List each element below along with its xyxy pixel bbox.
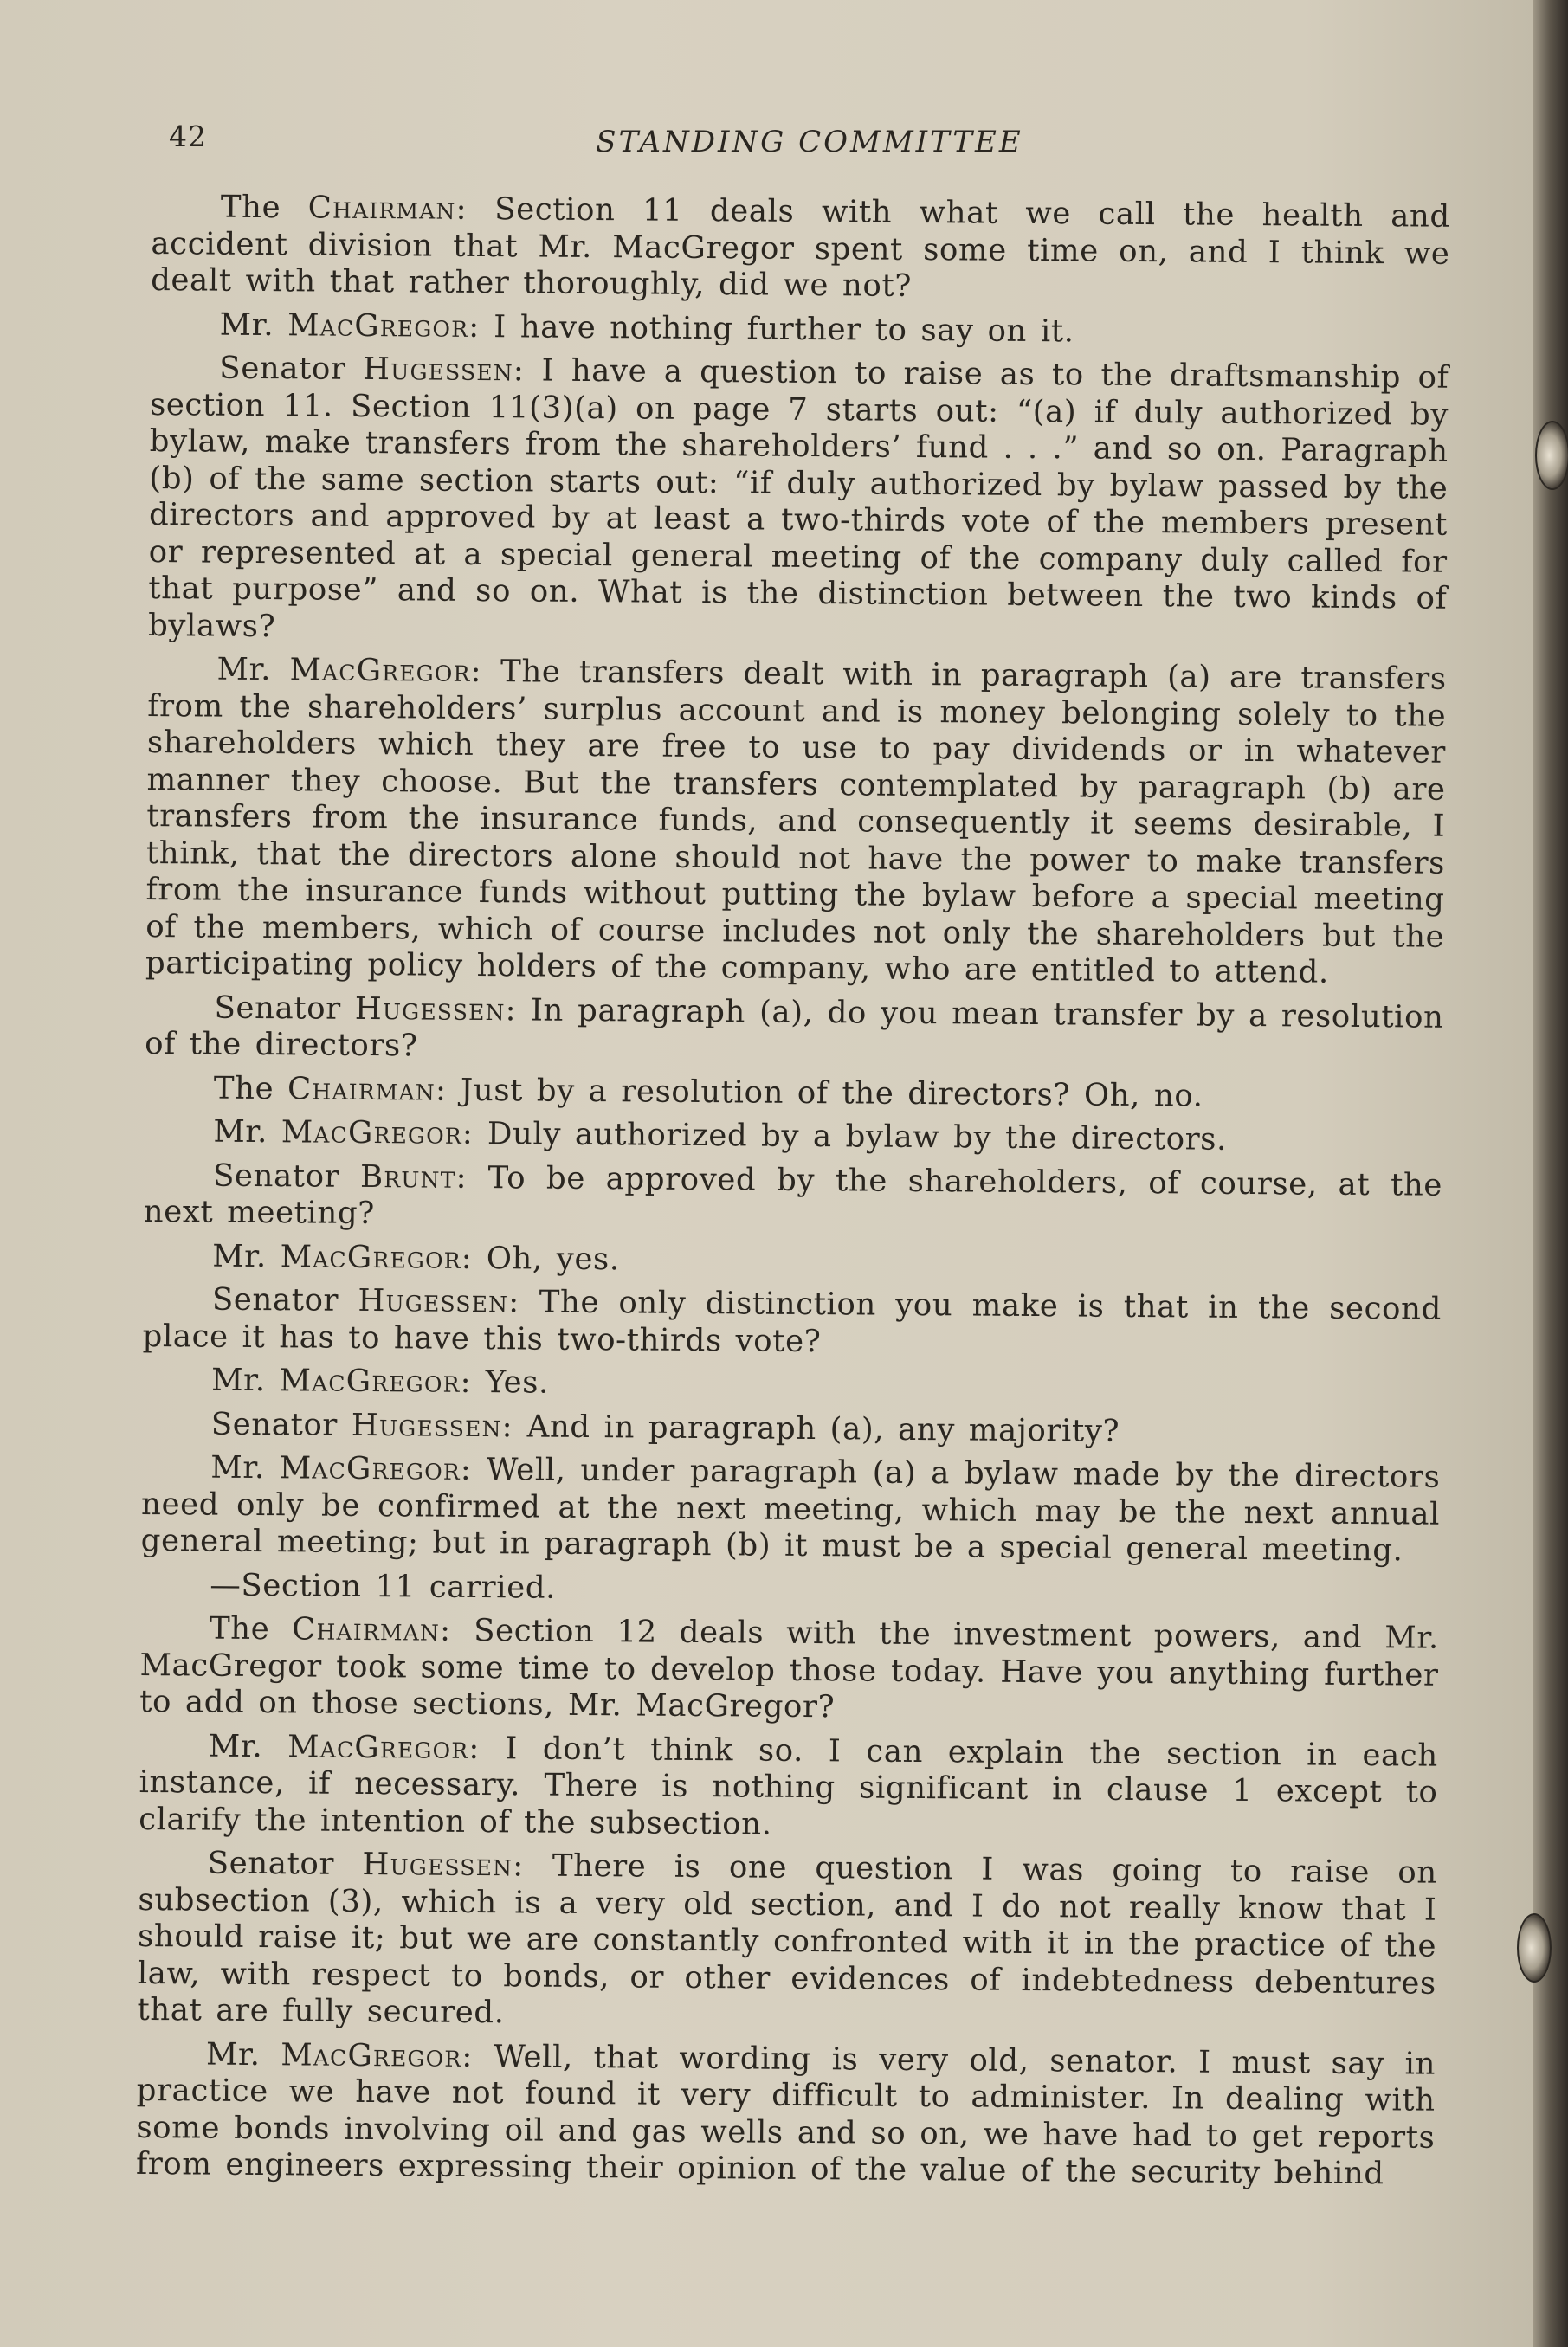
speaker-name: MacGregor:: [279, 1450, 473, 1487]
paragraph-text: Well, that wording is very old, senator. I must say in practice we have not found it very difficult to administer. In dealing with some bonds involving oil and gas wells and so on, we have had to get reports from engineers expressing their opinion of the value of the security behind: [135, 2038, 1436, 2192]
speaker-name: Chairman:: [292, 1611, 452, 1648]
page-number: 42: [169, 119, 207, 153]
paragraph-text: Yes.: [485, 1364, 550, 1401]
speaker-name: Hugessen:: [354, 990, 517, 1028]
paragraph: [137, 1845, 1437, 2039]
section-carried-note: [140, 1566, 1439, 1613]
speaker-name: MacGregor:: [281, 2036, 474, 2074]
speaker-name: Hugessen:: [362, 1846, 525, 1884]
paragraph-text: And in paragraph (a), any majority?: [526, 1408, 1120, 1449]
paragraph: [136, 2035, 1436, 2193]
paragraph: [151, 306, 1449, 352]
speaker-name: Hugessen:: [351, 1407, 513, 1444]
paragraph: [145, 1069, 1443, 1116]
speaker-title: Mr.: [208, 1728, 263, 1764]
speaker-name: MacGregor:: [281, 1114, 474, 1151]
speaker-title: Senator: [214, 990, 341, 1027]
book-binding: [1533, 0, 1568, 2347]
speaker-name: MacGregor:: [287, 1728, 481, 1766]
speaker-title: Senator: [212, 1157, 340, 1195]
speaker-title: Senator: [210, 1406, 339, 1443]
paragraph: [142, 1362, 1441, 1409]
paragraph: [143, 1237, 1442, 1284]
speaker-title: Mr.: [219, 306, 274, 343]
speaker-name: Brunt:: [359, 1158, 468, 1196]
paragraph-text: Oh, yes.: [486, 1240, 620, 1277]
paragraph: [151, 189, 1450, 309]
speaker-title: Mr.: [216, 651, 272, 688]
speaker-title: Mr.: [210, 1449, 266, 1486]
speaker-title: Mr.: [211, 1362, 266, 1399]
speaker-name: Hugessen:: [362, 351, 526, 389]
page-header: [169, 111, 1450, 163]
binder-ring-icon: [1535, 421, 1568, 490]
speaker-name: MacGregor:: [280, 1238, 474, 1276]
paragraph: [148, 350, 1449, 654]
speaker-title: Mr.: [213, 1113, 268, 1151]
paragraph: [145, 989, 1444, 1073]
paragraph-text: Section 11 deals with what we call the health and accident division that Mr. MacGregor spent some time on, and I think we dealt with that rather thoroughly, did we not?: [151, 191, 1450, 304]
paragraph: [139, 1727, 1438, 1847]
paragraph-text: —Section 11 carried.: [210, 1567, 557, 1606]
paragraph-text: There is one question I was going to raise on subsection (3), which is a very old section, and I do not really know that I should raise it; but we are constantly confronted with it in the practice of the law, with respect to bonds, or other evidences of indebtedness debentures that are fully secured.: [137, 1847, 1437, 2031]
speaker-name: MacGregor:: [287, 306, 481, 345]
paragraph-text: Duly authorized by a bylaw by the directors.: [487, 1116, 1228, 1157]
speaker-title: Senator: [211, 1281, 339, 1319]
speaker-title: Senator: [207, 1845, 335, 1882]
speaker-title: Mr.: [205, 2036, 261, 2073]
paragraph-text: The transfers dealt with in paragraph (a) are transfers from the shareholders’ surplus account and is money belonging solely to the shareholders which they are free to use to pay dividends or in whatever manner they choose. But the transfers contemplated by paragraph (b) are transfers from the insurance funds, and consequently it seems desirable, I think, that the directors alone should not have the power to make transfers from the insurance funds without putting the bylaw before a special meeting of the members, which of course includes not only the shareholders but the participating policy holders of the company, who are entitled to attend.: [145, 654, 1447, 990]
paragraph-text: Well, under paragraph (a) a bylaw made by the directors need only be confirmed at the next meeting, which may be the next annual general meeting; but in paragraph (b) it must be a special general meeting.: [140, 1452, 1441, 1569]
speaker-title: The: [209, 1610, 270, 1647]
paragraph-text: I don’t think so. I can explain the section in each instance, if necessary. There is nothing significant in clause 1 except to clarify the intention of the subsection.: [139, 1730, 1439, 1842]
paragraph: [144, 1113, 1442, 1160]
speaker-name: Chairman:: [287, 1070, 448, 1108]
paragraph-text: Just by a resolution of the directors? Oh, no.: [460, 1072, 1203, 1114]
paragraph: [141, 1449, 1441, 1570]
binder-ring-icon: [1517, 1913, 1552, 1983]
paragraph: [142, 1405, 1441, 1452]
paragraph: [145, 651, 1447, 992]
speaker-name: Chairman:: [307, 190, 468, 227]
speaker-name: MacGregor:: [289, 652, 482, 690]
speaker-title: Senator: [219, 350, 346, 387]
paragraph: [142, 1281, 1442, 1365]
speaker-name: Hugessen:: [358, 1282, 520, 1320]
paragraph-text: The only distinction you make is that in the second place it has to have this two-thirds vote?: [142, 1284, 1442, 1359]
speaker-title: The: [213, 1070, 274, 1106]
paragraph-text: To be approved by the shareholders, of course, at the next meeting?: [143, 1159, 1443, 1232]
paragraph-text: I have a question to raise as to the draftsmanship of section 11. Section 11(3)(a) on page 7 starts out: “(a) if duly authorized by bylaw, make transfers from the shareholders’ fund . . .” and so on. Paragraph (b) of the same section starts out: “if duly authorized by bylaw passed by the directors and approved by at least a two-thirds vote of the members present or represented at a special general meeting of the company duly called for that purpose” and so on. What is the distinction between the two kinds of bylaws?: [147, 352, 1449, 644]
speaker-name: MacGregor:: [279, 1363, 472, 1400]
speaker-title: Mr.: [212, 1238, 267, 1274]
paragraph: [144, 1157, 1443, 1241]
running-head: STANDING COMMITTEE: [596, 125, 1023, 159]
paragraph-text: In paragraph (a), do you mean transfer by a resolution of the directors?: [145, 991, 1444, 1064]
paragraph: [139, 1610, 1439, 1731]
paragraph-text: Section 12 deals with the investment powers, and Mr. MacGregor took some time to develop those today. Have you anything further to add on those sections, Mr. MacGregor?: [139, 1612, 1440, 1725]
paragraph-text: I have nothing further to say on it.: [494, 308, 1074, 349]
transcript-body: [136, 189, 1450, 2200]
speaker-title: The: [220, 189, 281, 226]
